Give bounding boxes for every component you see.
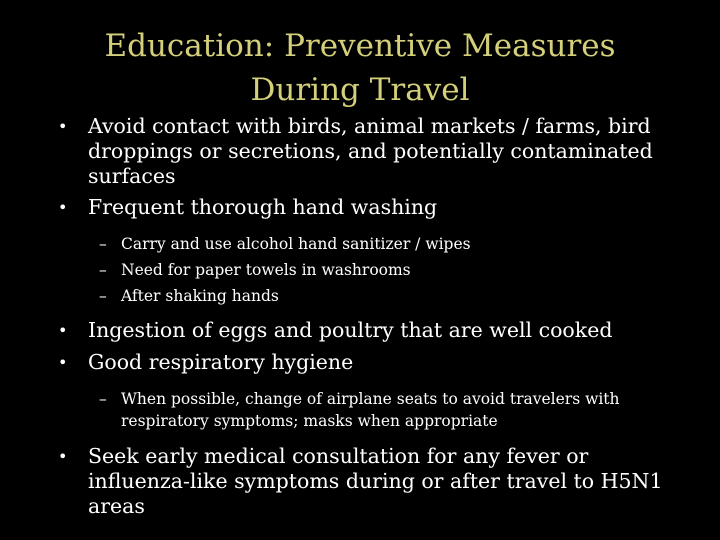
dash-marker: – [99,287,107,305]
sub-text: Need for paper towels in washrooms [121,261,411,279]
bullet-marker: • [58,321,68,340]
bullet-text: Seek early medical consultation for any fever or influenza-like symptoms during or after travel to H5N1 areas [88,444,663,518]
bullet-text: Good respiratory hygiene [88,350,354,374]
sub-item-airplane-seats [99,388,681,432]
bullet-item-avoid-contact [58,114,663,189]
bullet-list [0,110,720,519]
bullet-text: Avoid contact with birds, animal markets / farms, bird droppings or secretions, and potentially contaminated surfaces [88,114,653,188]
bullet-item-eggs-poultry [58,318,663,343]
dash-marker: – [99,390,107,408]
title-line-2: During Travel [250,72,470,108]
bullet-marker: • [58,198,68,217]
bullet-marker: • [58,353,68,372]
bullet-item-respiratory-hygiene [58,350,663,375]
title-line-1: Education: Preventive Measures [104,28,616,64]
slide-title [60,24,660,112]
bullet-text: Ingestion of eggs and poultry that are well cooked [88,318,613,342]
sub-item-sanitizer [99,233,681,255]
sub-item-shaking-hands [99,285,681,307]
sub-text: Carry and use alcohol hand sanitizer / wipes [121,235,471,253]
bullet-marker: • [58,447,68,466]
sub-text: When possible, change of airplane seats to avoid travelers with respiratory symptoms; masks when appropriate [121,390,620,430]
bullet-item-hand-washing [58,195,663,220]
dash-marker: – [99,261,107,279]
bullet-item-medical-consultation [58,444,663,519]
sub-item-paper-towels [99,259,681,281]
sub-text: After shaking hands [121,287,279,305]
bullet-text: Frequent thorough hand washing [88,195,438,219]
bullet-marker: • [58,117,68,136]
dash-marker: – [99,235,107,253]
